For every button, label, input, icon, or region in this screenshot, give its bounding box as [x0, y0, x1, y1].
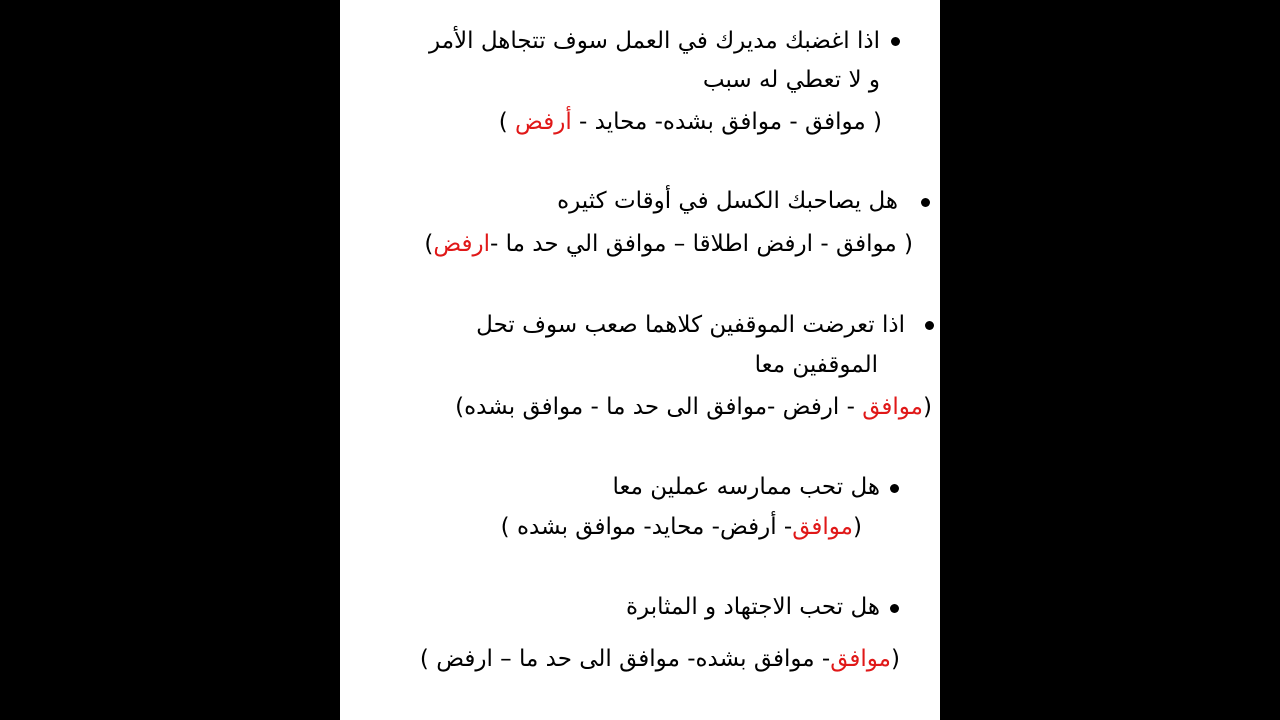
options-text: - موافق بشده- موافق الى حد ما – ارفض )	[419, 646, 831, 672]
question-1-options	[499, 107, 882, 137]
question-1-line-1: اذا اغضبك مديرك في العمل سوف تتجاهل الأمر	[429, 28, 880, 54]
options-text: - ارفض -موافق الى حد ما - موافق بشده)	[455, 394, 863, 420]
selected-answer: موافق	[792, 514, 854, 540]
options-text: ( موافق - ارفض اطلاقا – موافق الي حد ما -	[490, 231, 913, 257]
question-3-options	[455, 392, 932, 422]
document-page	[340, 0, 940, 720]
options-text: (	[853, 514, 862, 540]
options-text: ( موافق - موافق بشده- محايد -	[571, 109, 882, 135]
bullet-icon	[925, 321, 934, 330]
bullet-icon	[890, 484, 899, 493]
question-2-line-1: هل يصاحبك الكسل في أوقات كثيره	[557, 188, 898, 214]
options-text: )	[498, 109, 516, 135]
question-3-line-1: اذا تعرضت الموقفين كلاهما صعب سوف تحل	[476, 312, 905, 338]
options-text: )	[424, 231, 434, 257]
options-text: (	[923, 394, 932, 420]
question-5-options	[420, 644, 900, 674]
bullet-icon	[890, 604, 899, 613]
selected-answer: موافق	[862, 394, 924, 420]
selected-answer: أرفض	[515, 109, 572, 135]
bullet-icon	[921, 198, 930, 207]
question-1-line-2: و لا تعطي له سبب	[702, 67, 880, 93]
options-text: (	[891, 646, 900, 672]
selected-answer: ارفض	[433, 231, 490, 257]
bullet-icon	[891, 37, 900, 46]
question-2-options	[424, 229, 913, 259]
options-text: - أرفض- محايد- موافق بشده )	[500, 514, 793, 540]
question-4-options	[501, 512, 862, 542]
question-4-line-1: هل تحب ممارسه عملين معا	[612, 474, 880, 500]
question-5-line-1: هل تحب الاجتهاد و المثابرة	[625, 594, 880, 620]
question-3-line-2: الموقفين معا	[754, 352, 878, 378]
selected-answer: موافق	[830, 646, 892, 672]
